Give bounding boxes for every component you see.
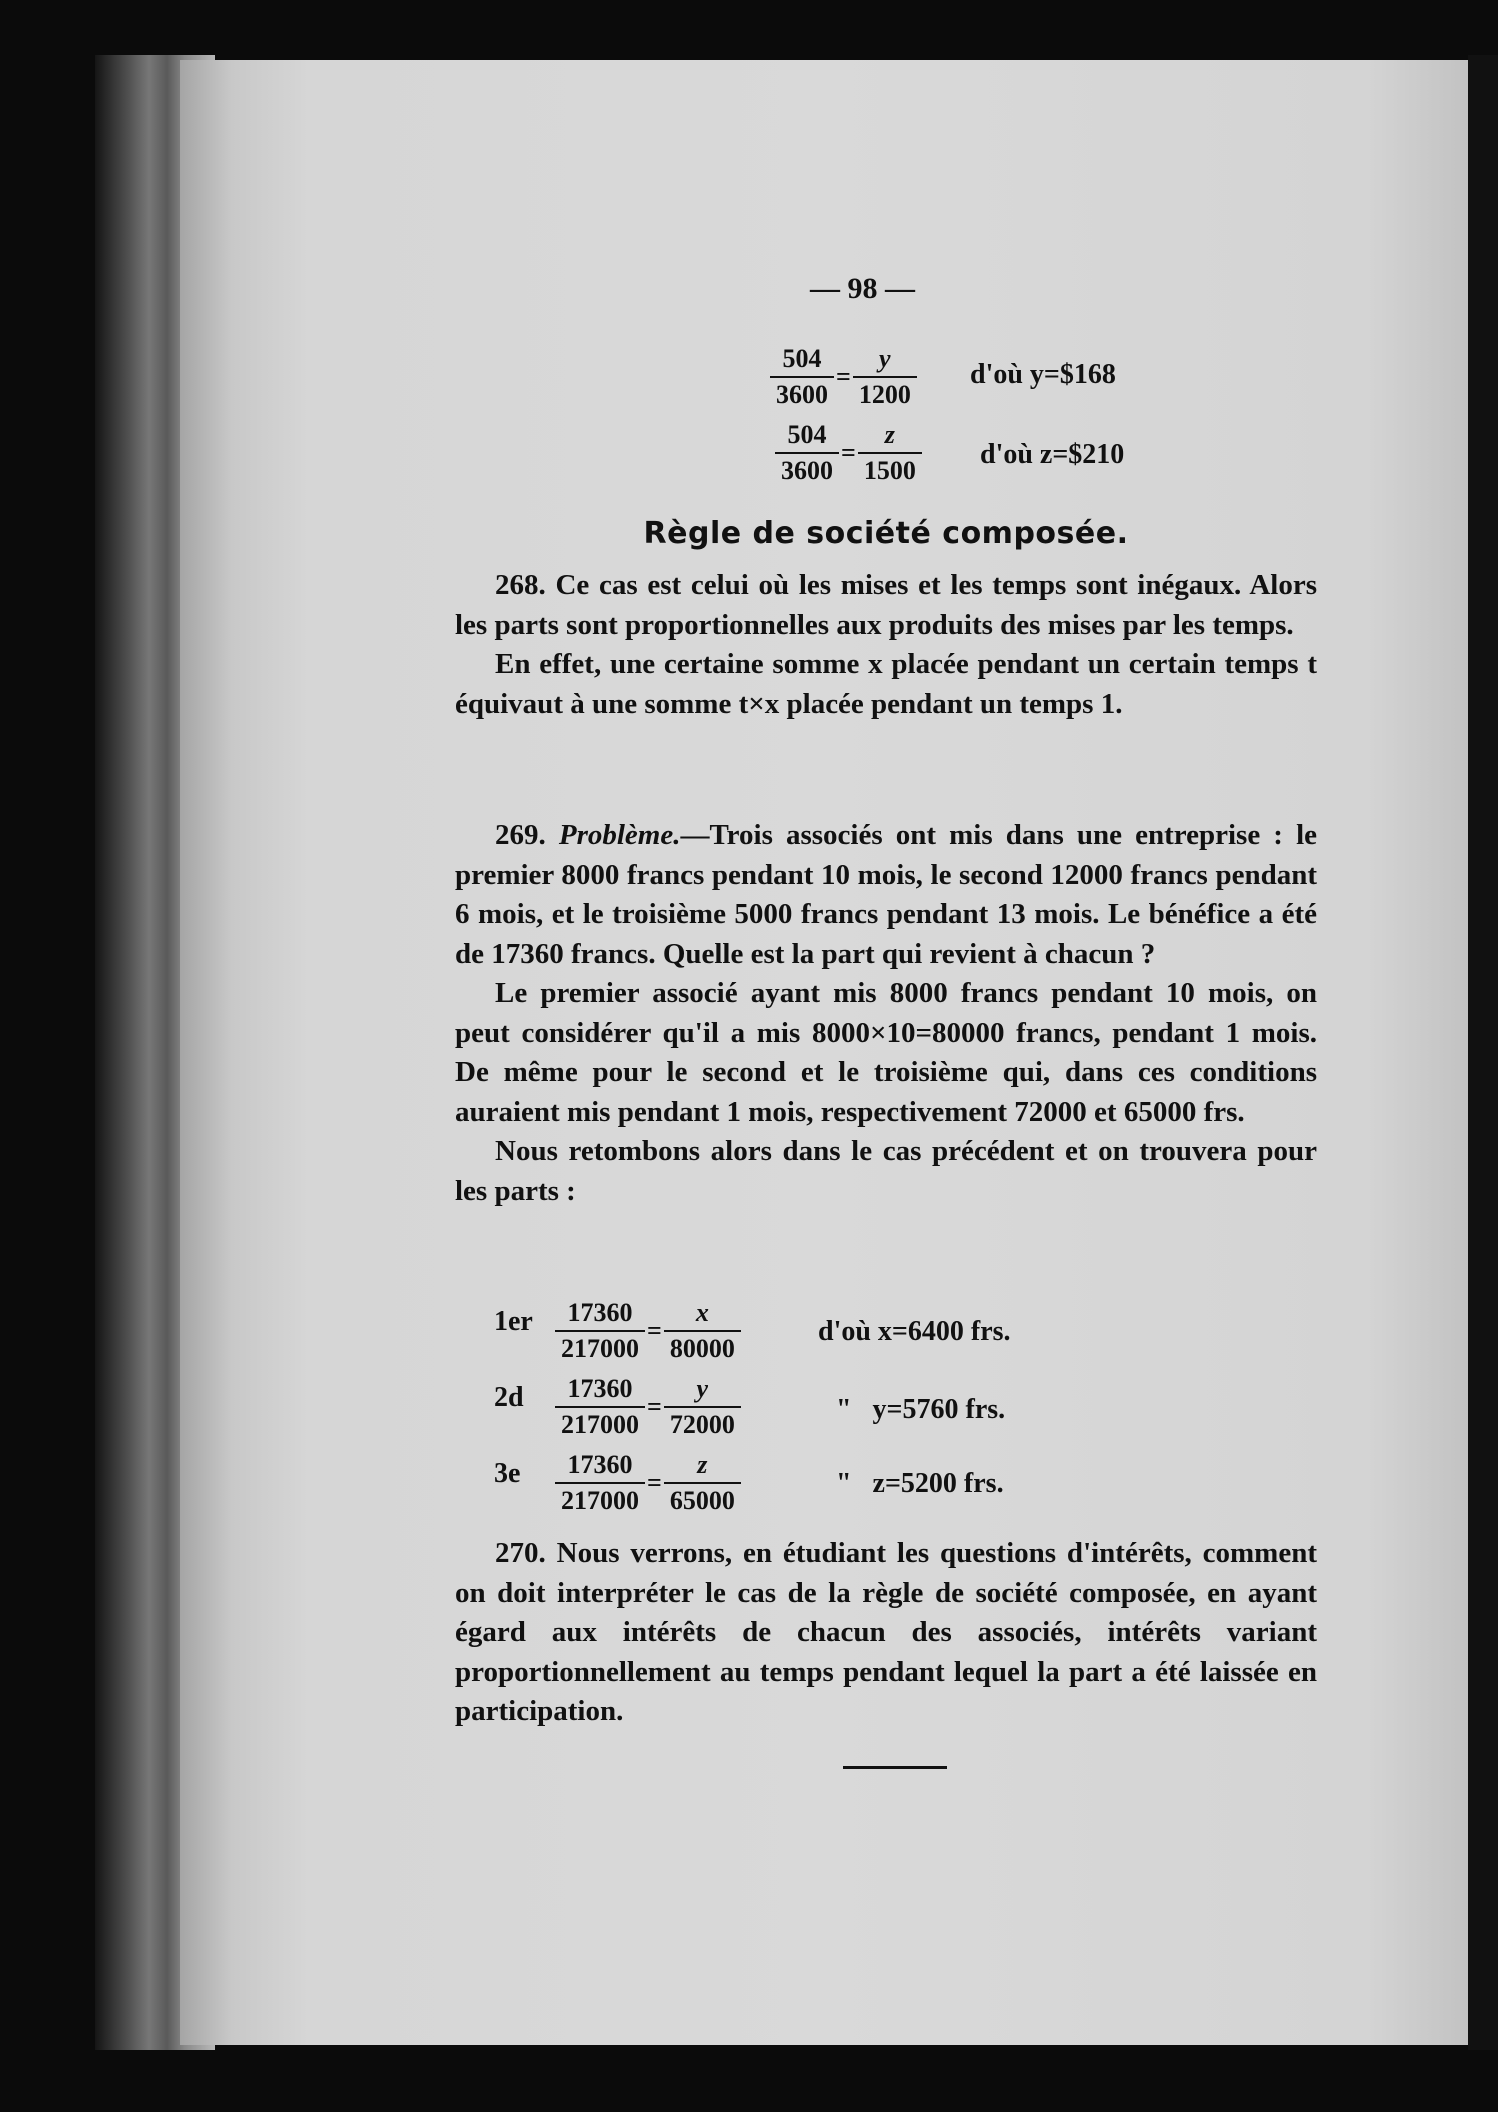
fraction-numerator: 504 [770,344,834,378]
fraction-denominator: 217000 [561,1410,639,1439]
paragraph-269-block [455,816,1317,1211]
paragraph-text: Nous verrons, en étudiant les questions d'intérêts, comment on doit interpréter le cas de la règle de société composée, en ayant égard aux intérêts de chacun des associés, intérêts variant proportionnellement au temps pendant lequel la part a été laissée en participation. [455,1537,1317,1727]
part-equation-1 [555,1298,741,1364]
page-number: — 98 — [810,272,915,305]
fraction-left [555,1450,645,1516]
fraction-left [555,1374,645,1440]
paragraph-270-block [455,1534,1317,1732]
fraction-numerator: 17360 [555,1298,645,1332]
fraction-numerator: y [664,1374,741,1408]
fraction-numerator: 17360 [555,1450,645,1484]
paragraph-269-solution: Le premier associé ayant mis 8000 francs pendant 10 mois, on peut considérer qu'il a mis 8000×10=80000 francs, pendant 1 mois. De même pour le second et le troisième qui, dans ces conditions auraient mis pendant 1 mois, respectivement 72000 et 65000 frs. [455,977,1317,1128]
fraction-denominator: 3600 [776,380,828,409]
paragraph-269 [455,816,1317,974]
fraction-denominator: 217000 [561,1334,639,1363]
paragraph-text: Ce cas est celui où les mises et les temps sont inégaux. Alors les parts sont proportionnelles aux produits des mises par les temps. [455,569,1317,641]
fraction-denominator: 3600 [781,456,833,485]
paragraph-268-continued: En effet, une certaine somme x placée pendant un certain temps t équivaut à une somme t×x placée pendant un temps 1. [455,648,1317,720]
fraction-denominator: 1500 [863,456,916,485]
fraction-right [664,1298,741,1364]
fraction-denominator: 1200 [858,380,911,409]
paragraph-268-block [455,566,1317,724]
paragraph-number: 270. [495,1537,546,1569]
equation-result: d'où z=$210 [980,439,1125,470]
part-equation-2 [555,1374,741,1440]
paragraph-number: 268. [495,569,546,601]
equals-sign: = [647,1392,662,1421]
equals-sign: = [647,1316,662,1345]
equals-sign: = [647,1468,662,1497]
paragraph-number: 269. [495,819,546,851]
fraction-denominator: 217000 [561,1486,639,1515]
part-label: 1er [494,1306,533,1337]
part-label: 3e [494,1458,521,1489]
paragraph-270 [455,1534,1317,1732]
equation-z [775,420,922,486]
fraction-right [664,1450,741,1516]
fraction-right [858,420,922,486]
paragraph-269-conclusion: Nous retombons alors dans le cas précédent et on trouvera pour les parts : [455,1135,1317,1207]
fraction-left [775,420,839,486]
part-result: " z=5200 frs. [836,1468,1004,1499]
paragraph-268 [455,566,1317,645]
fraction-left [555,1298,645,1364]
problem-label: Problème. [558,819,681,851]
fraction-left [770,344,834,410]
part-result: d'où x=6400 frs. [818,1316,1011,1347]
part-result: " y=5760 frs. [836,1394,1006,1425]
part-label: 2d [494,1382,524,1413]
fraction-numerator: 504 [775,420,839,454]
equals-sign: = [841,438,856,467]
section-heading: Règle de société composée. [643,516,1129,551]
fraction-numerator: 17360 [555,1374,645,1408]
equation-y [770,344,917,410]
part-equation-3 [555,1450,741,1516]
paragraph-text: —Trois associés ont mis dans une entreprise : le premier 8000 francs pendant 10 mois, le second 12000 francs pendant 6 mois, et le troisième 5000 francs pendant 13 mois. Le bénéfice a été de 17360 francs. Quelle est la part qui revient à chacun ? [455,819,1318,970]
fraction-numerator: x [664,1298,741,1332]
fraction-numerator: z [858,420,922,454]
equals-sign: = [836,362,851,391]
fraction-denominator: 80000 [669,1334,735,1363]
fraction-denominator: 65000 [669,1486,735,1515]
end-rule [843,1766,947,1769]
equation-result: d'où y=$168 [970,359,1116,390]
fraction-numerator: y [853,344,917,378]
fraction-right [664,1374,741,1440]
page-edge [1468,55,1498,2050]
fraction-numerator: z [664,1450,741,1484]
fraction-right [853,344,917,410]
fraction-denominator: 72000 [669,1410,735,1439]
